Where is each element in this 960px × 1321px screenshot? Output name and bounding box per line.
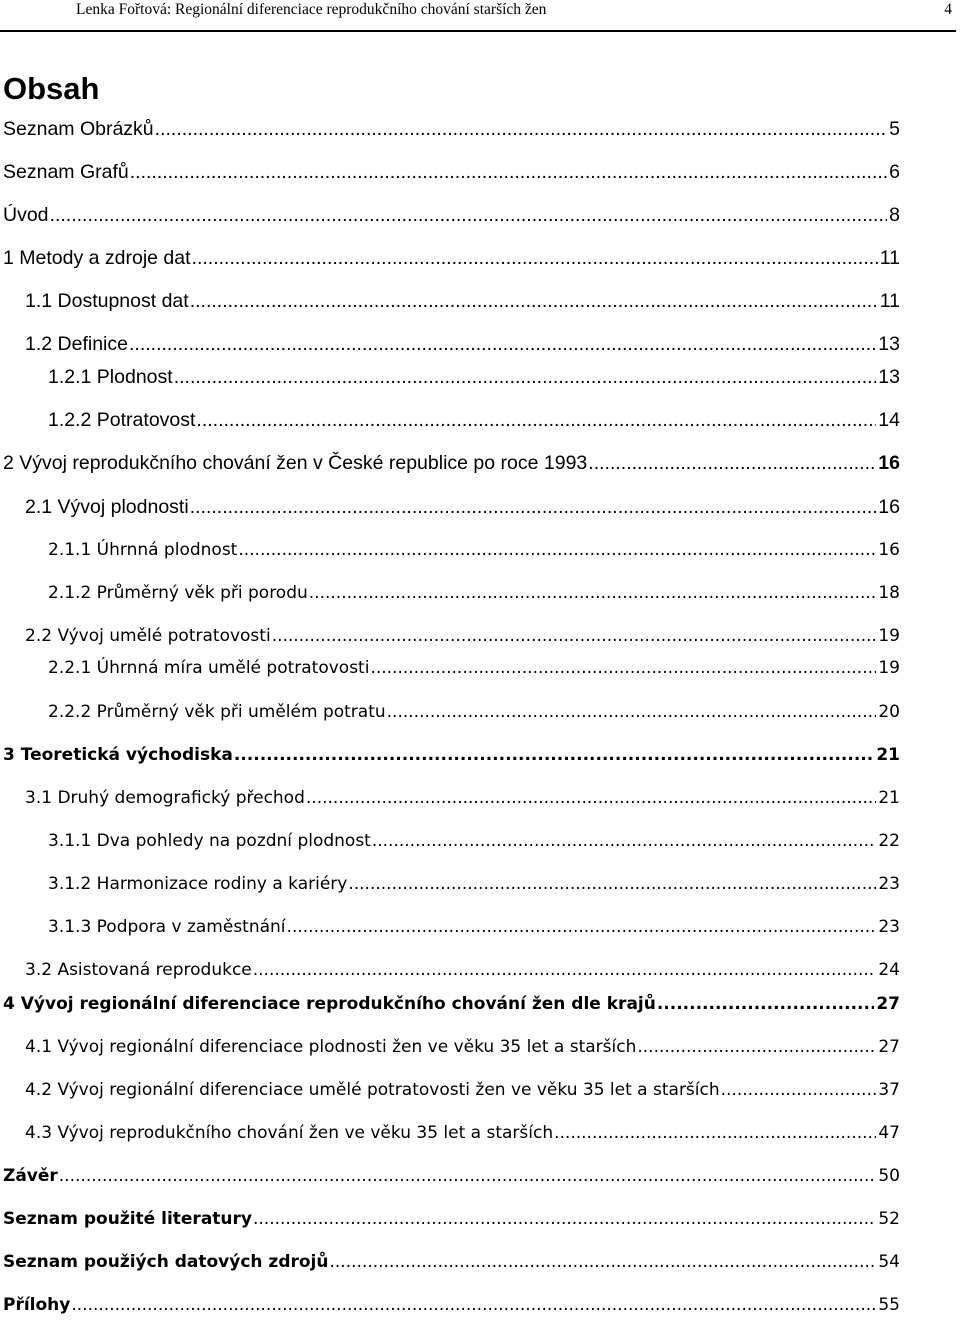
toc-entry-2-1-2[interactable]: 2.1.2 Průměrný věk při porodu ..... 18 [0,580,900,606]
toc-entry-prilohy[interactable]: Přílohy ..... 55 [0,1292,900,1318]
toc-entry-2-2[interactable]: 2.2 Vývoj umělé potratovosti ..... 19 [0,623,900,649]
running-title: Lenka Fořtová: Regionální diferenciace reprodukčního chování starších žen [76,1,547,18]
toc-entry-zaver[interactable]: Závěr ..... 50 [0,1163,900,1189]
toc-entry-2-2-2[interactable]: 2.2.2 Průměrný věk při umělém potratu ..... 20 [0,699,900,725]
toc-title: Obsah [3,71,100,106]
toc-entry-2-1[interactable]: 2.1 Vývoj plodnosti ..... 16 [0,494,900,520]
toc-entry-seznam-grafu[interactable]: Seznam Grafů ..... 6 [0,159,900,185]
toc-entry-1-2-1[interactable]: 1.2.1 Plodnost ..... 13 [0,364,900,390]
toc-entry-3-1[interactable]: 3.1 Druhý demografický přechod ..... 21 [0,785,900,811]
toc-entry-literatura[interactable]: Seznam použité literatury ..... 52 [0,1206,900,1232]
toc-entry-2-2-1[interactable]: 2.2.1 Úhrnná míra umělé potratovosti ..... 19 [0,655,900,681]
toc-entry-uvod[interactable]: Úvod ..... 8 [0,202,900,228]
toc-entry-chapter-4[interactable]: 4 Vývoj regionální diferenciace reprodukčního chování žen dle krajů ..... 27 [0,991,900,1017]
toc-entry-1-1[interactable]: 1.1 Dostupnost dat ..... 11 [0,288,900,314]
toc-entry-3-2[interactable]: 3.2 Asistovaná reprodukce ..... 24 [0,957,900,983]
toc-entry-4-1[interactable]: 4.1 Vývoj regionální diferenciace plodnosti žen ve věku 35 let a starších ..... 27 [0,1034,900,1060]
toc-entry-chapter-2[interactable]: 2 Vývoj reprodukčního chování žen v České republice po roce 1993 ..... 16 [0,450,900,476]
toc-entry-3-1-1[interactable]: 3.1.1 Dva pohledy na pozdní plodnost ..... 22 [0,828,900,854]
toc-entry-chapter-3[interactable]: 3 Teoretická východiska ..... 21 [0,742,900,768]
toc-entry-datove-zdroje[interactable]: Seznam použiých datových zdrojů ..... 54 [0,1249,900,1275]
toc-entry-2-1-1[interactable]: 2.1.1 Úhrnná plodnost ..... 16 [0,537,900,563]
page-number: 4 [944,1,952,18]
toc-entry-1-2-2[interactable]: 1.2.2 Potratovost ..... 14 [0,407,900,433]
toc-entry-4-3[interactable]: 4.3 Vývoj reprodukčního chování žen ve věku 35 let a starších ..... 47 [0,1120,900,1146]
toc-entry-3-1-3[interactable]: 3.1.3 Podpora v zaměstnání ..... 23 [0,914,900,940]
toc-entry-chapter-1[interactable]: 1 Metody a zdroje dat ..... 11 [0,245,900,271]
toc-entry-4-2[interactable]: 4.2 Vývoj regionální diferenciace umělé potratovosti žen ve věku 35 let a starších ..... 37 [0,1077,900,1103]
toc-entry-3-1-2[interactable]: 3.1.2 Harmonizace rodiny a kariéry ..... 23 [0,871,900,897]
toc-entry-1-2[interactable]: 1.2 Definice ..... 13 [0,331,900,357]
toc-entry-seznam-obrazku[interactable]: Seznam Obrázků ..... 5 [0,116,900,142]
